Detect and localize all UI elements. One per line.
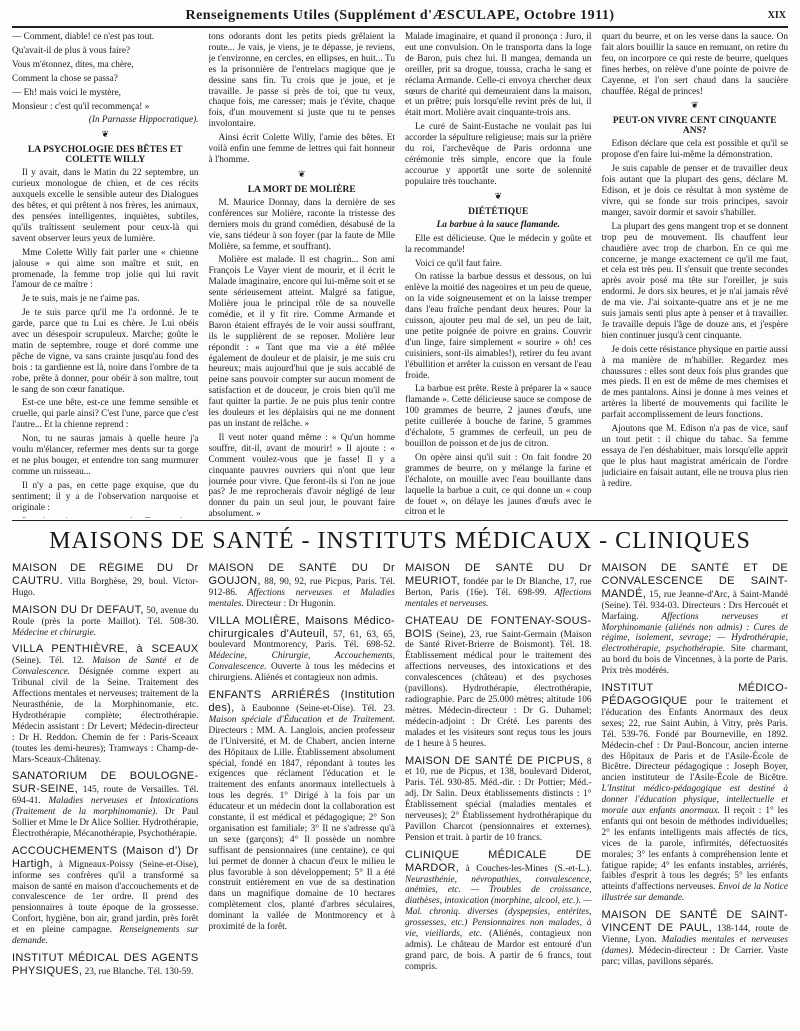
- entry-specialty: Maison de Santé et de Convalescence.: [12, 656, 199, 678]
- entry-text: 50, avenue du Roule (près la porte Maillot). Tél. 508-30.: [12, 605, 199, 627]
- entry-details: Ouverte à tous les médecins et chirurgiens. Aliénés et contagieux non admis.: [208, 662, 395, 684]
- header-title: Renseignements Utiles (Supplément d'ÆSCULAPE, Octobre 1911): [185, 8, 615, 23]
- entry-details: Désignée comme expert au Tribunal civil de la Seine. Traitement des Affections mentales et nerveuses; traitement de la Neurasthénie, de la Morphinomanie, etc. Hydrothérapie complète; électrothérapie. Médecin assistant : Dr Levert; Médecin-directeur : Dr H. Reddon. Chemin de fer : Paris-Sceaux (toutes les demi-heures); Tramways : Champ-de-Mars-Sceaux-Châtenay.: [12, 667, 199, 765]
- section-divider: [12, 520, 788, 521]
- article-heading: PEUT-ON VIVRE CENT CINQUANTE ANS?: [612, 116, 777, 137]
- entry-specialty: Médecine, Chirurgie, Accouchements, Convalescence.: [208, 651, 395, 673]
- paragraph: [12, 517, 199, 518]
- entry-text: 15, rue Jeanne-d'Arc, à Saint-Mandé (Seine). Tél. 934-03. Directeurs : Drs Hercouët et Marfaing.: [601, 589, 788, 622]
- article-column-1: [12, 32, 199, 518]
- article-subheading: La barbue à la sauce flamande.: [436, 219, 560, 230]
- entry-name: MAISON DE SANTÉ DU Dr MEURIOT,: [405, 562, 592, 587]
- verse-line: — Eh! mais voici le mystère,: [12, 87, 121, 98]
- paragraph: M. Maurice Donnay, dans la dernière de ses conférences sur Molière, raconte la tristesse des derniers mois du grand comédien, désabusé de la vie, sans tiédeur à son foyer (par la faute de Mlle Molière, sa femme, et souffrant).: [208, 197, 395, 252]
- directory-entry: [209, 562, 396, 610]
- entry-text: 145, route de Versailles. Tél. 694-41.: [12, 785, 199, 807]
- entry-specialty: Affections nerveuses et Morphinomanie (aliénés non admis) : Cures de régime, isolement, sevrage; — Hydrothérapie, électrothérapie, psychothérapie.: [601, 611, 788, 655]
- article-heading: DIÉTÉTIQUE: [468, 206, 529, 217]
- paragraph: Ainsi écrit Colette Willy, l'amie des bêtes. Et voilà enfin une femme de lettres qui fait honneur à l'homme.: [208, 133, 395, 165]
- entry-details: Médecin-directeur : Dr Carrier. Vaste parc; villas, pavillons séparés.: [601, 945, 788, 967]
- entry-details: Directeur : Dr Hugonin.: [246, 598, 336, 609]
- paragraph: On ratisse la barbue dessus et dessous, on lui enlève la moitié des nageoires et un peu de queue, on la vide soigneusement et on la laisse tremper dans l'eau fraîche pendant deux heures. Pour la cuisson, ajouter peu mal de sel, un peu de lait, une petite poignée de poivre en grains. Couvrir d'un linge, faire simplement « sourire » oh! ces cuisiniers, sont-ils aimables!), retirer du feu avant l'ébullition et arrêter la cuisson en versant de l'eau froide.: [405, 272, 592, 381]
- entry-text: 23, rue Blanche. Tél. 130-59.: [84, 966, 194, 977]
- entry-name: ACCOUCHEMENTS (Maison d') Dr Hartigh,: [12, 844, 199, 870]
- paragraph: Je te suis, mais je ne t'aime pas.: [22, 294, 140, 305]
- directory-entry: [209, 689, 396, 933]
- verse-line: Qu'avait-il de plus à vous faire?: [12, 45, 131, 56]
- entry-details: Site charmant, au bord du bois de Vincennes, à la porte de Paris. Prix très modérés.: [601, 644, 788, 677]
- directory-entry: [405, 755, 592, 844]
- directory-entry: [12, 562, 199, 599]
- entry-specialty: L'Institut médico-pédagogique est destiné à donner l'éducation physique, intellectuelle et morale aux enfants anormaux.: [601, 784, 788, 817]
- entry-name: CHATEAU DE FONTENAY-SOUS-BOIS: [405, 614, 592, 640]
- paragraph: Voici ce qu'il faut faire.: [415, 258, 502, 269]
- entry-text: fondée par le Dr Blanche, 17, rue Berton, Paris (16e). Tél. 698-99.: [405, 576, 592, 598]
- directory-entry: [12, 845, 199, 947]
- verse-line: Vous m'étonnez, dites, ma chère,: [12, 59, 134, 70]
- directory-entry: [405, 562, 592, 610]
- entry-specialty: Maladies nerveuses et Intoxications (Traitement de la morphinomanie).: [12, 796, 199, 818]
- directory-entry: [12, 604, 199, 639]
- paragraph: quart du beurre, et on les verse dans la sauce. On fait alors bouillir la sauce en remuant, on retire du feu, on incorpore ce qui reste de beurre, quelques fines herbes, on relève d'une pointe de poivre de Cayenne, et l'on sert chaud dans la saucière chauffée. Régal de princes!: [601, 32, 788, 97]
- entry-text: pour le traitement et l'éducation des Enfants Anormaux des deux sexes; 22, rue Saint Aubin, à Vitry, près Paris. Tél. 539-76. Fondé par Bourneville, en 1892. Médecin-chef : Dr Paul-Boncour, ancien interne des Hôpitaux de Paris et de l'Asile-École de Bicêtre. Directeur pédagogique : Joseph Boyer, ancien instituteur de l'Asile-École de Bicêtre.: [601, 696, 788, 784]
- article-column-2: [209, 32, 396, 518]
- paragraph: La barbue est prête. Reste à préparer la « sauce flamande ». Cette délicieuse sauce se compose de 100 grammes de beurre, 2 jaunes d'œufs, une petite cuillerée à bouche de farine, 5 grammes d'échalote, 5 grammes de cerfeuil, un peu de bouillon de poisson et de jus de citron.: [405, 384, 592, 449]
- entry-text: à Couches-les-Mines (S.-et-L.).: [465, 863, 592, 874]
- paragraph: Je suis capable de penser et de travailler deux fois autant que la plupart des gens, déclare M. Edison, et je dois ce résultat à mon système de vivre, qui se fonde sur trois principes, savoir manger, savoir dormir et savoir s'habiller.: [601, 164, 788, 218]
- entry-name: CLINIQUE MÉDICALE DE MARDOR,: [405, 848, 592, 874]
- directory-column-4: [602, 562, 789, 1028]
- paragraph: Malade imaginaire, et quand il prononça : Juro, il eut une convulsion. On le transporta dans la loge de Baron, puis chez lui. Il mangea, demanda un oreiller, prit sa drogue, toussa, cracha le sang et réclama Armande. Celle-ci envoya chercher deux sœurs de charité qui demeuraient dans la maison, et un prêtre; puis lorsqu'elle revint près de lui, il était mort. Molière avait cinquante-trois ans.: [405, 32, 592, 119]
- entry-details: Dr Paul Sollier et Mme le Dr Alice Sollier. Hydrothérapie, Électrothérapie, Mécanothérapie, Psychothérapie.: [12, 807, 199, 839]
- directory-section: [12, 562, 788, 1028]
- directory-entry: [602, 562, 789, 677]
- ornament-icon: ❦: [494, 190, 503, 201]
- paragraph: Elle est délicieuse. Que le médecin y goûte et la recommande!: [405, 233, 592, 255]
- entry-name: MAISON DE SANTÉ DE SAINT-VINCENT DE PAUL,: [601, 909, 788, 935]
- entry-text: (Seine), 23, rue Saint-Germain (Maison de Santé Rivet-Brierre de Boismont). Tél. 18.: [405, 629, 592, 651]
- paragraph: Je dois cette résistance physique en partie aussi à ma manière de m'habiller. Regardez mes chaussures : elles sont deux fois plus grandes que mes pieds. Il en est de même de mes chemises et de mes pantalons. Ainsi je donne à mes veines et artères la liberté de mouvements qui facilite le parfait accomplissement de leurs fonctions.: [601, 344, 788, 421]
- paragraph: Edison déclare que cela est possible et qu'il se propose d'en faire lui-même la démonstration.: [601, 139, 788, 161]
- paragraph: Non, tu ne sauras jamais à quelle heure j'a voulu m'élancer, refermer mes dents sur ta gorge et ne plus bouger, et entendre ton sang murmurer comme un ruisseau...: [12, 434, 199, 477]
- verse-line: Monsieur : c'est qu'il recommença! »: [12, 101, 150, 112]
- directory-column-3: [405, 562, 592, 1028]
- entry-text: 57, 61, 63, 65, boulevard Montmorency, Paris. Tél. 698-52.: [208, 629, 395, 651]
- page-header: [12, 6, 788, 28]
- directory-entry: [602, 682, 789, 904]
- page-number: XIX: [767, 10, 786, 21]
- entry-details: 1° Dirigé à la fois par un éducateur et un médecin dont la collaboration est constante, il est médical et pédagogique; 2° Son organisation est familiale; 3° Il ne s'adresse qu'à un sexe (garçons); 4° Il possède un nombre suffisant de pensionnaires (une centaine), ce qui lui permet de donner à chacun d'eux le milieu le plus favorable à son développement; 5° Il a été construit entièrement en vue de sa destination dans un magnifique domaine de 10 hectares complètement clos, planté d'arbres séculaires, dominant la vallée de Montmorency et à proximité de la forêt.: [208, 791, 395, 933]
- paragraph: Il y avait, dans le Matin du 22 septembre, un curieux monologue de chien, et de ces récits auxquels excelle le sensible auteur des Dialogues des bêtes, et qui prêtent à nos frères, les animaux, des pensées intelligentes, inquiètes, subtiles, qu'ils traîtissent seulement pour ceux-là qui savent observer leurs yeux de lumière.: [12, 168, 199, 244]
- paragraph: Ajoutons que M. Edison n'a pas de vice, sauf un tout petit : il chique du tabac. Sa femme essaya de l'en déshabituer, mais lorsqu'elle apprit que le plus haut magistrat américain de l'ordre judiciaire en faisait autant, elle ne trouva plus rien à redire.: [601, 424, 788, 489]
- directory-entry: [405, 849, 592, 973]
- paragraph: Il veut noter quand même : « Qu'un homme souffre, dit-il, avant de mourir! » Il ajoute : « Comment voulez-vous que je fasse! Il y a cinquante pauvres ouvriers qui n'ont que leur journée pour vivre. Que feront-ils si l'on ne joue pas? Je me reprocherais d'avoir négligé de leur donner du pain un seul jour, le pouvant faire absolument. »: [208, 432, 395, 518]
- entry-specialty: Neurasthénie, névropathies, convalescence, anémies, etc. — Troubles de croissance, diathèses, intoxication (morphine, alcool, etc.). — Mal. chroniq. diverses (dyspepsies, entérites, grossesses, etc.) Pensionnaires non malades, à vie, vieillards, etc.: [405, 874, 592, 940]
- entry-details: Établissement médical pour le traitement des affections nerveuses, des intoxications et des convalescences (château) et des psychoses (pavillons). Hydrothérapie, électrothérapie, radiographie. Parc de 25.000 mètres; altitude 106 mètres. Médecin-directeur : Dr G. Duhamel; médecin-adjoint : Dr Crété. Les parents des malades et les visiteurs sont reçus tous les jours de 1 heure à 5 heures.: [405, 651, 592, 749]
- entry-details: (Aliénés, contagieux non admis). Le château de Mardor est entouré d'un grand parc, de bois. A partir de 6 francs, tout compris.: [405, 929, 592, 972]
- ornament-icon: ❦: [690, 100, 699, 111]
- paragraph: Mme Colette Willy fait parler une « chienne jalouse » qui aime son maître et suit, en promenade, la femme trop jolie qui lui ravit l'amour de ce maître :: [12, 247, 199, 291]
- directory-banner: MAISONS DE SANTÉ - INSTITUTS MÉDICAUX - CLINIQUES: [49, 528, 751, 554]
- article-heading: LA MORT DE MOLIÈRE: [247, 184, 356, 195]
- ornament-icon: ❦: [101, 129, 110, 140]
- entry-note: Envoi de la Notice illustrée sur demande.: [601, 882, 788, 904]
- directory-entry: [209, 615, 396, 684]
- paragraph: Le curé de Saint-Eustache ne voulait pas lui accorder la sépulture religieuse; mais sur la prière du roi, l'archevêque de Paris ordonna une cérémonie très simple, encore que la foule accourue y apportât une sorte de solennité populaire très touchante.: [405, 122, 592, 187]
- paragraph: On opère ainsi qu'il suit : On fait fondre 20 grammes de beurre, on y mélange la farine et l'échalote, on mouille avec l'eau bouillante dans laquelle la barbue a cuit, ce qui donne un « coup de fouet », on délaye les jaunes d'œufs avec le citron et le: [405, 452, 592, 518]
- entry-details: Directeurs : MM. A. Langlois, ancien professeur de l'Université, et M. de Chabert, ancien interne des Hôpitaux de Lille. Établissement absolument spécial, fondé en 1847, répondant à toutes les exigences que réclament l'éducation et le traitement des enfants anormaux intellectuels à tous les degrés.: [208, 725, 395, 802]
- verse-line: — Comment, diable! ce n'est pas tout.: [12, 32, 155, 42]
- entry-specialty: Affections mentales et nerveuses.: [405, 587, 592, 609]
- entry-text: 138-144, route de Vienne, Lyon.: [601, 924, 788, 945]
- entry-name: INSTITUT MÉDICAL DES AGENTS PHYSIQUES,: [12, 952, 199, 977]
- articles-section: [12, 32, 788, 518]
- paragraph: Je te suis parce qu'il me l'a ordonné. Je te garde, parce que tu Lui es chère. Je Lui obéis avec un désespoir scrupuleux. Marche; goûte le matin de septembre, rouge et doré comme une pêche de vigne, va sans crainte jusqu'au fond des bois : ta gardienne est là, noire dans l'ombre de ta robe, prête à donner, pour obéir à son maître, tout le sang de son cœur fanatique.: [12, 308, 199, 395]
- paragraph: Molière est malade. Il est chagrin... Son ami François Le Vayer vient de mourir, et il écrit le Malade imaginaire, encore qui lui-même soit et se sente sérieusement atteint. Malgré sa fatigue, Molière joua le principal rôle de sa nouvelle comédie, et il y fit rire. Comme Armande et Baron étaient effrayés de le voir aussi souffrant, ils le supplièrent de se reposer. Molière leur répondit : « Tant que ma vie a été mêlée également de douleur et de plaisir, je me suis cru heureux; mais aujourd'hui que je suis accablé de peine sans pouvoir compter sur aucun moment de satisfaction et de douceur, je crois bien qu'il me faut quitter la partie. Je ne puis plus tenir contre les douleurs et les déplaisirs qui ne me donnent pas un instant de relâche. »: [208, 255, 395, 429]
- directory-entry: [405, 615, 592, 750]
- paragraph: tons odorants dont les petits pieds grêlaient la route... Je vais, je viens, je te dépasse, je reviens, je t'environne, en cercles, en ellipses, en huit... Tu es la prisonnière de l'entrelacs magique que je dessine sans fin. Tu crois que je joue, et je travaille. Je passe si près de toi, que tu veux, chaque fois, me caresser; mais je t'évite, chaque fois, d'un mouvement si juste que tu te penses involontaire.: [208, 32, 395, 130]
- entry-specialty: Maladies mentales et nerveuses (dames).: [601, 935, 788, 956]
- entry-name: ENFANTS ARRIÉRÉS (Institution des),: [208, 689, 395, 714]
- entry-name: VILLA MOLIÈRE, Maisons Médico-chirurgicales d'Auteuil,: [208, 614, 395, 640]
- article-column-3: [405, 32, 592, 518]
- directory-column-2: [209, 562, 396, 1028]
- paragraph: La plupart des gens mangent trop et se donnent trop peu de mouvement. Ils chauffent leur chaudière avec trop de charbon. En ce qui me concerne, je mange exactement ce qu'il me faut, et cela est très peu. Il s'ensuit que trente secondes après avoir posé ma tête sur l'oreiller, je suis endormi. Je dors six heures, et je n'ai jamais rêvé de ma vie. J'ai soixante-quatre ans et je ne me suis jamais senti plus apte à penser et à travailler. Je travaille depuis l'âge de douze ans, et j'espère bien continuer jusqu'à cent cinquante.: [601, 221, 788, 341]
- paragraph: Il n'y a pas, en cette page exquise, que du sentiment; il y a de l'observation narquoise et originale :: [12, 480, 199, 513]
- directory-entry: [602, 909, 789, 968]
- directory-entry: [12, 952, 199, 978]
- entry-name: MAISON DE SANTÉ DU Dr GOUJON,: [208, 562, 395, 587]
- entry-specialty: Affections nerveuses et Maladies mentales.: [208, 587, 395, 609]
- directory-column-1: [12, 562, 199, 1028]
- source-citation: (In Parnasse Hippocratique).: [88, 115, 199, 126]
- entry-details: Il reçoit : 1° les enfants qui ont besoin de méthodes individuelles; 2° les enfants intelligents mais affectés de tics, vices de la parole, infirmités, défectuosités morales; 3° les enfants à compréhension lente et fatigue rapide; 4° les enfants instables, arriérés, faibles d'esprit à tous les degrés; 5° les enfants atteints d'affections nerveuses.: [601, 806, 788, 893]
- entry-name: INSTITUT MÉDICO-PÉDAGOGIQUE: [601, 682, 788, 707]
- entry-text: (Seine). Tél. 12.: [12, 656, 85, 667]
- entry-text: à Eaubonne (Seine-et-Oise). Tél. 23.: [241, 703, 395, 714]
- entry-specialty: Médecine et chirurgie.: [12, 627, 97, 638]
- entry-text: à Migneaux-Poissy (Seine-et-Oise), informe ses confrères qu'il a transformé sa maison de santé en maison d'accouchements et de convalescence de 1er ordre. Il prend des pensionnaires à toute époque de la grossesse. Confort, hygiène, bon air, grand jardin, près forêt et en pleine campagne.: [12, 859, 199, 936]
- article-heading: LA PSYCHOLOGIE DES BÊTES ET COLETTE WILLY: [27, 145, 183, 166]
- entry-name: MAISON DE SANTÉ ET DE CONVALESCENCE DE SAINT-MANDÉ,: [601, 562, 788, 600]
- paragraph: Est-ce une bête, est-ce une femme sensible et cruelle, qui parle ainsi? C'est l'une, parce que c'est l'autre... Et la chienne reprend :: [12, 398, 199, 431]
- entry-specialty: Maison spéciale d'Éducation et de Traitement.: [208, 714, 395, 725]
- entry-text: 8 et 10, rue de Picpus, et 138, boulevard Diderot, Paris. Tél. 930-85. Méd.-dir. : Dr Pottier; Méd.-adj. Dr Salin. Deux établissements distincts : 1° Établissement spécial (maladies mentales et nerveuses); 2° Établissement hydrothérapique du Pavillon Charcot (pensionnaires et externes). Pension et trait. à partir de 10 francs.: [405, 756, 592, 843]
- entry-text: Villa Borghèse, 29, boul. Victor-Hugo.: [12, 576, 199, 598]
- entry-text: 88, 90, 92, rue Picpus, Paris. Tél. 912-86.: [208, 576, 395, 598]
- entry-name: SANATORIUM DE BOULOGNE-SUR-SEINE,: [12, 770, 199, 796]
- entry-name: MAISON DE RÉGIME DU Dr CAUTRU.: [12, 562, 199, 587]
- entry-name: MAISON DU Dr DEFAUT,: [12, 603, 144, 616]
- directory-entry: [12, 770, 199, 839]
- entry-name: VILLA PENTHIÈVRE, à SCEAUX: [12, 643, 199, 656]
- verse-line: Comment la chose se passa?: [12, 73, 118, 84]
- entry-specialty: Renseignements sur demande.: [12, 925, 199, 947]
- article-column-4: [602, 32, 789, 518]
- directory-entry: [12, 643, 199, 765]
- entry-name: MAISON DE SANTÉ DE PICPUS,: [405, 754, 584, 767]
- ornament-icon: ❦: [297, 168, 306, 179]
